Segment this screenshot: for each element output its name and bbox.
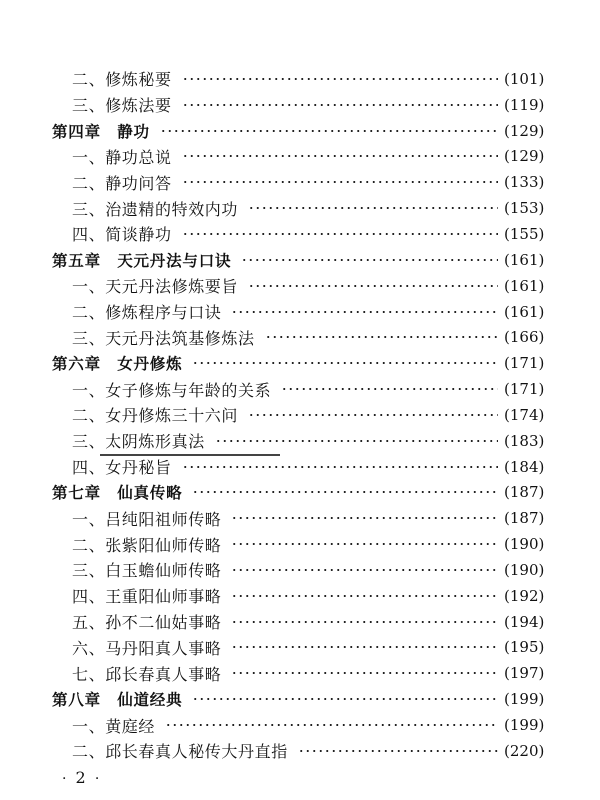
dot-leader <box>298 750 498 752</box>
toc-section-row <box>0 635 600 661</box>
dot-leader <box>248 285 498 287</box>
dot-leader <box>231 646 498 648</box>
section-title: 四、女丹秘旨 <box>72 458 172 478</box>
chapter-title: 第六章 女丹修炼 <box>52 355 183 374</box>
page-reference: (174) <box>504 405 545 424</box>
toc-chapter-row <box>0 118 600 144</box>
page-reference: (197) <box>504 664 545 683</box>
page-reference: (161) <box>504 302 545 321</box>
dot-leader <box>160 130 498 132</box>
toc-section-row <box>0 92 600 118</box>
dot-leader <box>231 517 498 519</box>
page-reference: (187) <box>504 509 545 528</box>
dot-leader <box>265 336 498 338</box>
toc-chapter-row <box>0 247 600 273</box>
toc-section-row <box>0 583 600 609</box>
page-reference: (129) <box>504 147 545 166</box>
section-title: 二、修炼程序与口诀 <box>72 303 222 323</box>
toc-section-row <box>0 712 600 738</box>
page-reference: (129) <box>504 121 545 140</box>
toc-section-row <box>0 428 600 454</box>
page-reference: (119) <box>504 95 545 114</box>
page-reference: (166) <box>504 328 545 347</box>
page-reference: (190) <box>504 535 545 554</box>
folio-dot-left: · <box>62 771 69 787</box>
dot-leader <box>231 621 498 623</box>
dot-leader <box>231 672 498 674</box>
page-reference: (194) <box>504 612 545 631</box>
page-footer <box>62 768 101 787</box>
toc-section-row <box>0 738 600 764</box>
chapter-title: 第八章 仙道经典 <box>52 691 183 710</box>
page-reference: (220) <box>504 741 545 760</box>
toc-section-row <box>0 454 600 480</box>
toc-section-row <box>0 273 600 299</box>
page-reference: (101) <box>504 69 545 88</box>
section-title: 六、马丹阳真人事略 <box>72 638 222 658</box>
dot-leader <box>281 388 498 390</box>
page-reference: (161) <box>504 276 545 295</box>
section-title: 七、邱长春真人事略 <box>72 664 222 684</box>
section-title: 四、简谈静功 <box>72 225 172 245</box>
dot-leader <box>165 724 498 726</box>
section-title: 三、白玉蟾仙师传略 <box>72 561 222 581</box>
page-reference: (199) <box>504 690 545 709</box>
dot-leader <box>192 362 498 364</box>
toc-section-row <box>0 299 600 325</box>
dot-leader <box>248 207 498 209</box>
dot-leader <box>182 181 498 183</box>
section-title: 二、静功问答 <box>72 173 172 193</box>
page-reference: (190) <box>504 560 545 579</box>
page-reference: (184) <box>504 457 545 476</box>
page-reference: (192) <box>504 586 545 605</box>
section-title: 二、修炼秘要 <box>72 70 172 90</box>
section-title: 一、吕纯阳祖师传略 <box>72 509 222 529</box>
page-reference: (195) <box>504 638 545 657</box>
dot-leader <box>231 569 498 571</box>
toc-chapter-row <box>0 350 600 376</box>
dot-leader <box>241 259 498 261</box>
section-title: 二、邱长春真人秘传大丹直指 <box>72 742 288 762</box>
section-title: 二、女丹修炼三十六问 <box>72 406 239 426</box>
dot-leader <box>231 311 498 313</box>
toc-section-row <box>0 660 600 686</box>
page-reference: (199) <box>504 716 545 735</box>
page-reference: (155) <box>504 224 545 243</box>
toc-section-row <box>0 144 600 170</box>
toc-section-row <box>0 531 600 557</box>
dot-leader <box>182 104 498 106</box>
section-title: 五、孙不二仙姑事略 <box>72 613 222 633</box>
toc-section-row <box>0 609 600 635</box>
page-reference: (161) <box>504 250 545 269</box>
dot-leader <box>215 440 498 442</box>
table-of-contents <box>0 66 600 764</box>
section-title: 一、静功总说 <box>72 147 172 167</box>
dot-leader <box>182 78 498 80</box>
dot-leader <box>231 543 498 545</box>
toc-section-row <box>0 376 600 402</box>
dot-leader <box>182 233 498 235</box>
toc-chapter-row <box>0 686 600 712</box>
chapter-title: 第五章 天元丹法与口诀 <box>52 251 232 270</box>
folio-dot-right: · <box>94 771 102 787</box>
section-title: 一、天元丹法修炼要旨 <box>72 277 239 297</box>
page-reference: (187) <box>504 483 545 502</box>
section-title: 一、黄庭经 <box>72 716 156 736</box>
toc-section-row <box>0 402 600 428</box>
page-reference: (153) <box>504 199 545 218</box>
toc-chapter-row <box>0 480 600 506</box>
section-title: 二、张紫阳仙师传略 <box>72 535 222 555</box>
section-title: 三、天元丹法筑基修炼法 <box>72 328 255 348</box>
toc-section-row <box>0 169 600 195</box>
dot-leader <box>182 155 498 157</box>
chapter-title: 第四章 静功 <box>52 122 150 141</box>
toc-section-row <box>0 66 600 92</box>
section-title: 一、女子修炼与年龄的关系 <box>72 380 272 400</box>
section-title: 四、王重阳仙师事略 <box>72 587 222 607</box>
dot-leader <box>248 414 498 416</box>
dot-leader <box>231 595 498 597</box>
page-reference: (183) <box>504 431 545 450</box>
toc-section-row <box>0 195 600 221</box>
dot-leader <box>182 466 498 468</box>
dot-leader <box>192 698 498 700</box>
page-reference: (133) <box>504 173 545 192</box>
dot-leader <box>192 491 498 493</box>
toc-section-row <box>0 221 600 247</box>
section-title: 三、修炼法要 <box>72 96 172 116</box>
page-number: 2 <box>75 768 88 787</box>
toc-section-row <box>0 505 600 531</box>
chapter-title: 第七章 仙真传略 <box>52 484 183 503</box>
page-reference: (171) <box>504 380 545 399</box>
toc-section-row <box>0 324 600 350</box>
pen-underline-mark <box>100 454 280 456</box>
section-title: 三、治遗精的特效内功 <box>72 199 239 219</box>
page-reference: (171) <box>504 354 545 373</box>
section-title: 三、太阴炼形真法 <box>72 432 205 452</box>
toc-section-row <box>0 557 600 583</box>
